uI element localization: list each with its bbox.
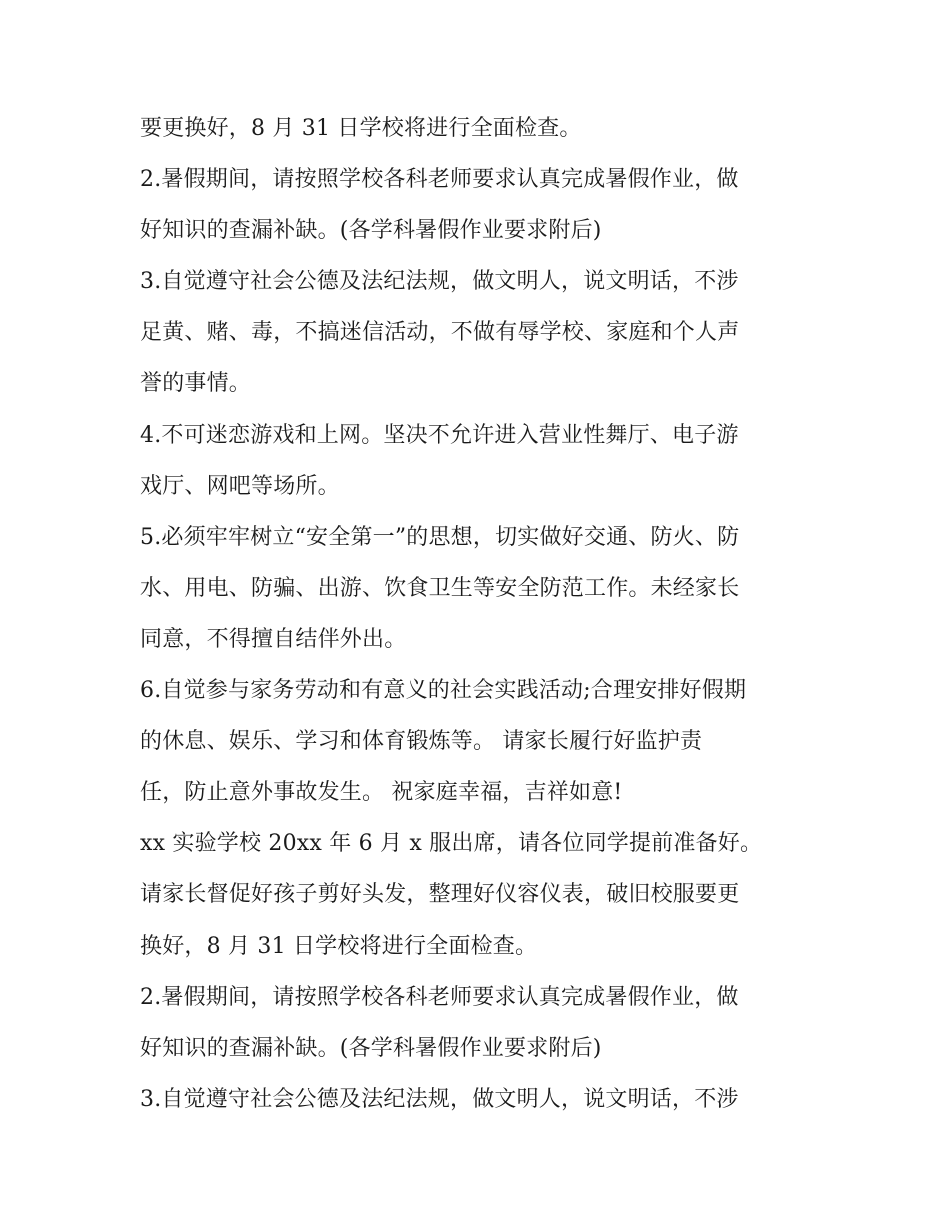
text-line: 好知识的查漏补缺。(各学科暑假作业要求附后) [140,1035,602,1061]
text-line: 2.暑假期间，请按照学校各科老师要求认真完成暑假作业，做 [140,984,739,1010]
text-line: 3.自觉遵守社会公德及法纪法规，做文明人，说文明话，不涉 [140,1086,739,1112]
text-line: 换好，8 月 31 日学校将进行全面检查。 [140,933,538,959]
text-line: 好知识的查漏补缺。(各学科暑假作业要求附后) [140,218,602,244]
text-line: 誉的事情。 [140,371,252,397]
text-line: 6.自觉参与家务劳动和有意义的社会实践活动;合理安排好假期 [140,678,747,704]
text-line: 足黄、赌、毒，不搞迷信活动，不做有辱学校、家庭和个人声 [140,320,740,346]
text-line: 同意，不得擅自结伴外出。 [140,626,407,652]
text-line: 任，防止意外事故发生。 祝家庭幸福，吉祥如意! [140,780,623,806]
text-line: 2.暑假期间，请按照学校各科老师要求认真完成暑假作业，做 [140,167,739,193]
document-body [140,103,830,1125]
text-line: 水、用电、防骗、出游、饮食卫生等安全防范工作。未经家长 [140,575,740,601]
text-line: 请家长督促好孩子剪好头发，整理好仪容仪表，破旧校服要更 [140,882,740,908]
text-line: 5.必须牢牢树立“安全第一”的思想，切实做好交通、防火、防 [140,524,740,550]
text-line: 的休息、娱乐、学习和体育锻炼等。 请家长履行好监护责 [140,729,703,755]
text-line: 3.自觉遵守社会公德及法纪法规，做文明人，说文明话，不涉 [140,269,739,295]
text-line: 戏厅、网吧等场所。 [140,473,340,499]
text-line: xx 实验学校 20xx 年 6 月 x 服出席，请各位同学提前准备好。 [140,831,763,857]
text-line: 4.不可迷恋游戏和上网。坚决不允许进入营业性舞厅、电子游 [140,422,739,448]
text-line: 要更换好，8 月 31 日学校将进行全面检查。 [140,116,582,141]
